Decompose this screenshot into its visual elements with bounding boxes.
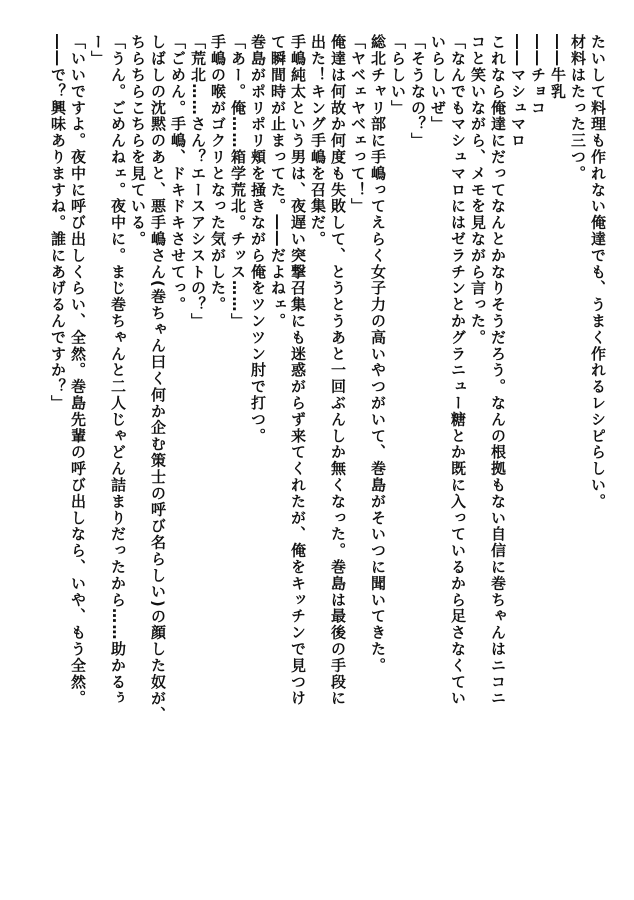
text-line: 「ごめん。手嶋、ドキドキさせてっ。 [169,34,187,313]
text-line: 巻島がポリポリ頬を掻きながら俺をツンツン肘で打つ。 [249,34,267,444]
text-line: たいして料理も作れない俺達でも、うまく作れるレシピらしい。 [589,34,607,510]
text-line: ちらちらこちらを見ている。 [129,34,147,248]
text-line: 「うん。ごめんねェ。夜中に。まじ巻ちゃんと二人じゃどん詰まりだったから……助かるぅ [109,34,127,707]
text-line: 「ヤベェヤベェって！」 [349,34,367,215]
text-line: ――で？興味ありますね。誰にあげるんですか？」 [49,34,67,412]
text-line: 手嶋純太という男は、夜遅い突撃召集にも迷惑がらず来てくれたが、俺をキッチンで見つけ [289,34,307,707]
text-line: 「いいですよ。夜中に呼び出しくらい、全然。巻島先輩の呼び出しなら、いや、もう全然。 [69,34,87,707]
text-line: 「なんでもマシュマロにはゼラチンとかグラニュー糖とか既に入っているから足さなくてい [449,34,467,707]
text-line: 手嶋の喉がゴクリとなった気がした。 [209,34,227,313]
text-line: 俺達は何故か何度も失敗して、とうとうあと一回ぶんしか無くなった。巻島は最後の手段に [329,34,347,707]
text-line: 「荒北……さん？エースアシストの？」 [189,34,207,330]
text-line: いらしいぜ」 [429,34,447,133]
text-line: 出た！キング手嶋を召集だ。 [309,34,327,248]
text-line: 材料はたった三つ。 [569,34,587,182]
vertical-text-body [48,34,608,874]
text-line: て瞬間時が止まってた。――だよねェ。 [269,34,287,330]
text-line: しばしの沈黙のあと、悪手嶋さん(巻ちゃん曰く何か企む策士の呼び名らしい)の顔した奴が、 [149,34,167,723]
text-line: ー」 [89,34,107,67]
text-line: 「あー。俺……箱学荒北。チッス……」 [229,34,247,330]
text-line: 総北チャリ部に手嶋ってえらく女子力の高いやつがいて、巻島がそいつに聞いてきた。 [369,34,387,674]
text-line: ――チョコ [529,34,547,116]
text-line: コと笑いながら、メモを見ながら言った。 [469,34,487,346]
text-line: これなら俺達にだってなんとかなりそうだろう。なんの根拠もない自信に巻ちゃんはニコニ [489,34,507,707]
text-line: 「らしい」 [389,34,407,116]
text-line: 「そうなの？」 [409,34,427,149]
text-line: ――マシュマロ [509,34,527,149]
text-line: ――牛乳 [549,34,567,100]
